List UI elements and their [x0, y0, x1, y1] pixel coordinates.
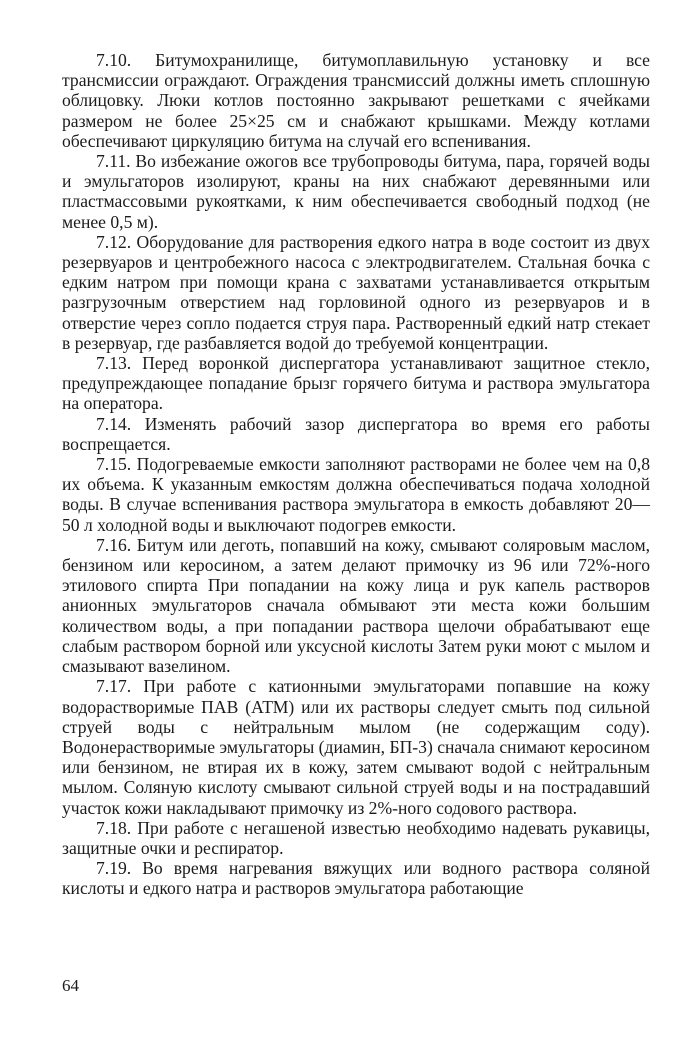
- paragraph-7-15: 7.15. Подогреваемые емкости заполняют растворами не более чем на 0,8 их объема. К указанным емкостям должна обеспечиваться подача холодной воды. В случае вспенивания раствора эмульгатора в емкость добавляют 20—50 л холодной воды и выключают подогрев емкости.: [62, 454, 650, 535]
- paragraph-7-10: 7.10. Битумохранилище, битумоплавильную установку и все трансмиссии ограждают. Ограждения трансмиссий должны иметь сплошную облицовку. Люки котлов постоянно закрывают решетками с ячейками размером не более 25×25 см и снабжают крышками. Между котлами обеспечивают циркуляцию битума на случай его вспенивания.: [62, 50, 650, 151]
- page-number: 64: [62, 976, 79, 995]
- paragraph-7-12: 7.12. Оборудование для растворения едкого натра в воде состоит из двух резервуаров и центробежного насоса с электродвигателем. Стальная бочка с едким натром при помощи крана с захватами устанавливается открытым разгрузочным отверстием над горловиной одного из резервуаров и в отверстие через сопло подается струя пара. Растворенный едкий натр стекает в резервуар, где разбавляется водой до требуемой концентрации.: [62, 231, 650, 353]
- paragraph-7-19: 7.19. Во время нагревания вяжущих или водного раствора соляной кислоты и едкого натра и растворов эмульгатора работающие: [62, 858, 650, 899]
- paragraph-7-13: 7.13. Перед воронкой диспергатора устанавливают защитное стекло, предупреждающее попадание брызг горячего битума и раствора эмульгатора на оператора.: [62, 353, 650, 414]
- paragraph-7-18: 7.18. При работе с негашеной известью необходимо надевать рукавицы, защитные очки и респиратор.: [62, 817, 650, 858]
- paragraph-7-11: 7.11. Во избежание ожогов все трубопроводы битума, пара, горячей воды и эмульгаторов изолируют, краны на них снабжают деревянными или пластмассовыми рукоятками, к ним обеспечивается свободный подход (не менее 0,5 м).: [62, 151, 650, 232]
- page-body: [62, 50, 650, 899]
- paragraph-7-16: 7.16. Битум или деготь, попавший на кожу, смывают соляровым маслом, бензином или керосином, а затем делают примочку из 96 или 72%-ного этилового спирта При попадании на кожу лица и рук капель растворов анионных эмульгаторов сначала обмывают эти места кожи большим количеством воды, а при попадании раствора щелочи обрабатывают еще слабым раствором борной или уксусной кислоты Затем руки моют с мылом и смазывают вазелином.: [62, 534, 650, 677]
- paragraph-7-14: 7.14. Изменять рабочий зазор диспергатора во время его работы воспрещается.: [62, 413, 650, 454]
- paragraph-7-17: 7.17. При работе с катионными эмульгаторами попавшие на кожу водорастворимые ПАВ (АТМ) или их растворы следует смыть под сильной струей воды с нейтральным мылом (не содержащим соду). Водонерастворимые эмульгаторы (диамин, БП-3) сначала снимают керосином или бензином, не втирая их в кожу, затем смывают водой с нейтральным мылом. Соляную кислоту смывают сильной струей воды и на пострадавший участок кожи накладывают примочку из 2%-ного содового раствора.: [62, 676, 650, 818]
